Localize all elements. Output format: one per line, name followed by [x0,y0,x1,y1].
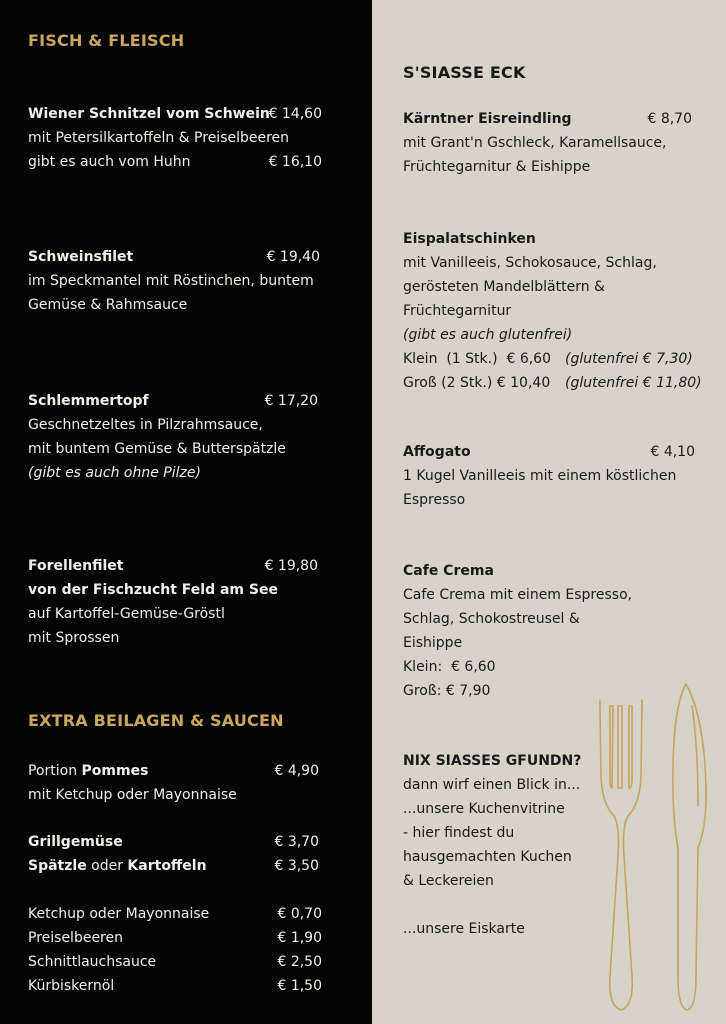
item-description: Geschnetzeltes in Pilzrahmsauce, [28,417,263,433]
menu-item-pommes [28,759,319,807]
item-name: Grillgemüse [28,834,123,850]
item-description: mit buntem Gemüse & Butterspätzle [28,441,286,457]
list-item [28,950,322,974]
sauce-price: € 1,90 [277,930,322,946]
item-connector: oder [86,858,128,874]
section-heading-ssiasse-eck: S'SIASSE ECK [403,63,526,82]
sauce-price: € 2,50 [277,954,322,970]
text-line: hausgemachten Kuchen [403,849,572,865]
item-name: Eispalatschinken [403,231,536,247]
item-price: € 17,20 [264,393,318,409]
nix-siasses-section [403,749,593,941]
item-prefix: Portion [28,763,82,779]
menu-item-affogato [403,440,695,512]
item-variant: gibt es auch vom Huhn [28,154,191,170]
item-description: Espresso [403,492,466,508]
menu-item-grillgemuese [28,830,319,878]
item-description: mit Petersilkartoffeln & Preiselbeeren [28,130,290,146]
item-name-2: Kartoffeln [127,858,207,874]
item-name-origin: von der Fischzucht Feld am See [28,582,278,598]
item-price: € 14,60 [268,106,322,122]
size-small-price: Klein: € 6,60 [403,659,496,675]
text-line: & Leckereien [403,873,494,889]
sauce-list [28,902,322,998]
item-note: (gibt es auch glutenfrei) [403,327,573,343]
size-small-price: Klein (1 Stk.) € 6,60 [403,351,551,367]
item-variant-price: € 16,10 [268,154,322,170]
item-description: Gemüse & Rahmsauce [28,297,188,313]
item-name: Schweinsfilet [28,249,134,265]
item-description: mit Grant'n Gschleck, Karamellsauce, [403,135,667,151]
item-description: mit Sprossen [28,630,120,646]
list-item [28,974,322,998]
menu-item-eisreindling [403,107,692,179]
item-description: mit Vanilleeis, Schokosauce, Schlag, [403,255,657,271]
item-price: € 19,80 [264,558,318,574]
item-description: auf Kartoffel-Gemüse-Gröstl [28,606,225,622]
item-description: 1 Kugel Vanilleeis mit einem köstlichen [403,468,677,484]
item-description: Früchtegarnitur & Eishippe [403,159,591,175]
menu-item-wiener-schnitzel [28,102,322,174]
list-item [28,926,322,950]
sauce-price: € 1,50 [277,978,322,994]
item-price: € 3,70 [274,834,319,850]
menu-item-schlemmertopf [28,389,318,485]
menu-item-forellenfilet [28,554,318,650]
section-title: NIX SIASSES GFUNDN? [403,753,582,769]
item-description: Früchtegarnitur [403,303,512,319]
text-line: - hier findest du [403,825,515,841]
size-large-price: Groß (2 Stk.) € 10,40 [403,375,551,391]
item-name: Schlemmertopf [28,393,149,409]
menu-item-schweinsfilet [28,245,320,317]
list-item [28,902,322,926]
sauce-price: € 0,70 [277,906,322,922]
item-price: € 4,10 [650,444,695,460]
text-line: ...unsere Kuchenvitrine [403,801,565,817]
menu-item-eispalatschinken [403,227,702,395]
item-name: Cafe Crema [403,563,494,579]
item-name: Affogato [403,444,471,460]
item-name: Kärntner Eisreindling [403,111,572,127]
item-description: Eishippe [403,635,463,651]
sauce-name: Ketchup oder Mayonnaise [28,906,210,922]
text-line: ...unsere Eiskarte [403,921,525,937]
item-description: Schlag, Schokostreusel & [403,611,580,627]
item-description: mit Ketchup oder Mayonnaise [28,787,237,803]
section-heading-fisch-fleisch: FISCH & FLEISCH [28,31,185,50]
item-description: im Speckmantel mit Röstinchen, buntem [28,273,314,289]
size-small-glutenfree: (glutenfrei € 7,30) [565,351,693,367]
item-name: Wiener Schnitzel vom Schwein [28,106,270,122]
item-name: Spätzle [28,858,87,874]
item-description: gerösteten Mandelblättern & [403,279,605,295]
sauce-name: Preiselbeeren [28,930,123,946]
text-line: dann wirf einen Blick in... [403,777,581,793]
item-description: Cafe Crema mit einem Espresso, [403,587,633,603]
fork-and-knife-icon [588,676,718,1014]
item-price: € 3,50 [274,858,319,874]
item-price: € 19,40 [266,249,320,265]
item-price: € 4,90 [274,763,319,779]
menu-item-spaetzle [28,854,319,878]
sauce-name: Kürbiskernöl [28,978,115,994]
item-note: (gibt es auch ohne Pilze) [28,465,201,481]
item-name: Pommes [81,763,149,779]
size-large-glutenfree: (glutenfrei € 11,80) [565,375,702,391]
sauce-name: Schnittlauchsauce [28,954,157,970]
item-name: Forellenfilet [28,558,124,574]
item-price: € 8,70 [647,111,692,127]
size-large-price: Groß: € 7,90 [403,683,491,699]
section-heading-extra-beilagen: EXTRA BEILAGEN & SAUCEN [28,711,284,730]
